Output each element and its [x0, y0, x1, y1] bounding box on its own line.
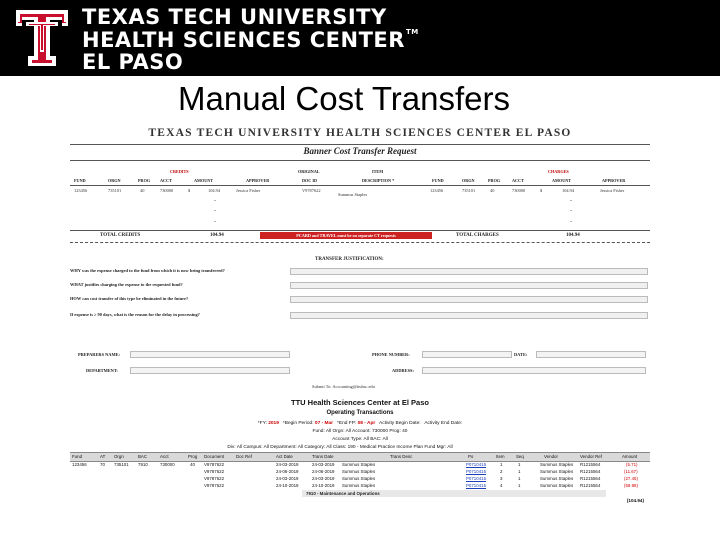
cell-seq: 1	[518, 462, 521, 467]
charge-col-prog: PROG	[488, 178, 501, 183]
credit-orgn: 735101	[108, 188, 122, 193]
col-seq: Seq	[516, 454, 524, 459]
org-subtotal-label: 7910 - Maintenance and Operations	[302, 490, 606, 497]
cell-po-link[interactable]: P0710415	[466, 462, 487, 467]
cell-trans-desc: Summus Staples	[342, 469, 376, 474]
cell-at: 70	[100, 462, 105, 467]
cell-vendor-ref: R1215564	[580, 476, 601, 481]
cell-trans-date: 24-03-2019	[312, 462, 335, 467]
charge-empty-amount: -	[570, 208, 572, 214]
credit-col-orgn: ORGN	[108, 178, 121, 183]
cell-vendor: Summus Staples	[540, 476, 574, 481]
cell-vendor: Summus Staples	[540, 462, 574, 467]
col-doc-id: DOC ID	[302, 178, 318, 183]
justification-how-field[interactable]	[290, 296, 648, 303]
credit-acct: 730000	[160, 188, 174, 193]
cell-document: V9787622	[204, 469, 225, 474]
cell-trans-date: 24-03-2019	[312, 476, 335, 481]
operating-transactions-report	[70, 394, 650, 508]
form-subtitle: Banner Cost Transfer Request	[303, 146, 417, 156]
credit-approver: Jessica Fisher	[236, 188, 261, 193]
credit-col-fund: FUND	[74, 178, 86, 183]
credit-col-amount: AMOUNT	[194, 178, 214, 183]
item-label: ITEM	[372, 169, 384, 174]
justification-question-delay: If expense is ≥ 90 days, what is the reason for the delay in processing?	[70, 312, 200, 317]
phone-number-field[interactable]	[422, 351, 512, 358]
charge-prog: 40	[490, 188, 495, 193]
table-row	[70, 461, 650, 468]
cell-amount: (5.71)	[626, 462, 638, 467]
university-name: TEXAS TECH UNIVERSITY	[82, 5, 387, 29]
cell-act-date: 24-03-2019	[276, 476, 299, 481]
begin-period-label: *Begin Period:	[282, 421, 314, 426]
address-field[interactable]	[422, 367, 646, 374]
report-title: TTU Health Sciences Center at El Paso	[291, 398, 429, 407]
end-period-label: *End FP:	[337, 421, 357, 426]
activity-begin-label: Activity Begin Date:	[379, 421, 421, 426]
divider	[70, 185, 650, 186]
col-doc-ref: Doc Ref	[236, 454, 252, 459]
cell-bac: 7910	[138, 462, 148, 467]
cell-acct: 730000	[160, 462, 175, 467]
credit-empty-amount: -	[214, 219, 216, 225]
cell-item: 1	[500, 462, 503, 467]
table-row	[70, 468, 650, 475]
report-total: (104.94)	[626, 498, 644, 503]
col-description: DESCRIPTION *	[362, 178, 395, 183]
total-credits-label: TOTAL CREDITS	[100, 233, 141, 238]
cell-trans-desc: Summus Staples	[342, 483, 376, 488]
justification-question-what: WHAT justifies charging the expense to the requested fund?	[70, 282, 183, 287]
cell-trans-date: 24-10-2019	[312, 483, 335, 488]
cell-vendor-ref: R1215564	[580, 483, 601, 488]
cell-document: V9787622	[204, 462, 225, 467]
col-item: Item	[496, 454, 505, 459]
table-row	[70, 482, 650, 489]
campus-name: EL PASO	[82, 50, 184, 74]
charge-col-fund: FUND	[432, 178, 444, 183]
submit-to-note: Submit To: Accounting@ttuhsc.edu	[312, 384, 375, 389]
divider	[70, 144, 650, 145]
charge-acct: 730000	[512, 188, 526, 193]
table-row	[70, 475, 650, 482]
report-subtitle: Operating Transactions	[326, 410, 394, 416]
cell-amount: (11.67)	[624, 469, 638, 474]
col-fund: Fund	[72, 454, 83, 459]
cell-trans-desc: Summus Staples	[342, 462, 376, 467]
col-document: Document	[204, 454, 225, 459]
justification-what-field[interactable]	[290, 282, 648, 289]
form-title: TEXAS TECH UNIVERSITY HEALTH SCIENCES CENTER EL PASO	[148, 127, 572, 139]
cell-document: V9787622	[204, 483, 225, 488]
cell-document: V9787622	[204, 476, 225, 481]
col-prog: Prog	[188, 454, 198, 459]
credits-label: CREDITS	[170, 169, 189, 174]
cell-po-link[interactable]: P0710415	[466, 469, 487, 474]
credit-dollar-sign: $	[188, 188, 191, 193]
cell-amount: (59.98)	[624, 483, 638, 488]
cell-po-link[interactable]: P0710415	[466, 476, 487, 481]
activity-end-label: Activity End Date:	[424, 421, 463, 426]
credit-col-acct: ACCT	[160, 178, 172, 183]
credit-amount: 104.94	[208, 188, 221, 193]
col-acct: Acct	[160, 454, 169, 459]
cell-vendor: Summus Staples	[540, 469, 574, 474]
cell-prog: 40	[190, 462, 195, 467]
original-label: ORIGINAL	[298, 169, 320, 174]
col-amount: Amount	[622, 454, 638, 459]
total-charges-value: 104.94	[566, 233, 580, 238]
center-name-text: HEALTH SCIENCES CENTER	[82, 28, 405, 52]
col-po: Po	[468, 454, 474, 459]
charge-empty-amount: -	[570, 198, 572, 204]
justification-question-why: WHY was the expense charged to the fund from which it is now being transferred?	[70, 268, 225, 273]
department-field[interactable]	[130, 367, 290, 374]
charge-fund: 123456	[430, 188, 444, 193]
cell-act-date: 24-06-2019	[276, 469, 299, 474]
preparers-name-field[interactable]	[130, 351, 290, 358]
address-label: ADDRESS:	[392, 368, 414, 373]
charge-col-orgn: ORGN	[462, 178, 475, 183]
slide-title: Manual Cost Transfers	[178, 80, 510, 117]
col-act-date: Act Date	[276, 454, 293, 459]
col-vendor: Vendor	[544, 454, 558, 459]
cell-seq: 1	[518, 476, 521, 481]
total-charges-label: TOTAL CHARGES	[456, 233, 499, 238]
charge-col-approver: APPROVER	[602, 178, 626, 183]
pcard-travel-note: PCARD and TRAVEL must be on separate CT requests	[260, 232, 432, 239]
end-period-value: 08 - Apr	[357, 421, 376, 426]
credit-prog: 40	[140, 188, 145, 193]
cell-po-link[interactable]: P0710415	[466, 483, 487, 488]
cell-vendor-ref: R1215564	[580, 469, 601, 474]
cell-item: 4	[500, 483, 503, 488]
col-trans-date: Trans Date	[312, 454, 334, 459]
charge-col-amount: AMOUNT	[552, 178, 572, 183]
date-label: DATE:	[514, 352, 528, 357]
charges-label: CHARGES	[548, 169, 569, 174]
credit-empty-amount: -	[214, 198, 216, 204]
cell-fund: 123456	[72, 462, 87, 467]
doc-id-value: V9787622	[302, 188, 321, 193]
department-label: DEPARTMENT:	[86, 368, 118, 373]
cell-act-date: 24-10-2019	[276, 483, 299, 488]
cell-seq: 1	[518, 483, 521, 488]
total-credits-value: 104.94	[210, 233, 224, 238]
cost-transfer-form	[70, 124, 650, 393]
cell-amount: (27.45)	[624, 476, 638, 481]
cell-vendor: Summus Staples	[540, 483, 574, 488]
col-bac: BAC	[138, 454, 148, 459]
cell-trans-date: 24-06-2019	[312, 469, 335, 474]
date-field[interactable]	[536, 351, 646, 358]
col-orgn: Orgn	[114, 454, 124, 459]
justification-question-how: HOW can cost transfer of this type be eliminated in the future?	[70, 296, 189, 301]
center-name	[82, 28, 419, 52]
divider	[70, 242, 650, 243]
report-filter-line: Account Type: All BAC: All	[332, 437, 388, 442]
charge-approver: Jessica Fisher	[600, 188, 625, 193]
charge-dollar-sign: $	[540, 188, 543, 193]
col-trans-desc: Trans Desc	[390, 454, 413, 459]
trademark-mark: TM	[405, 28, 419, 36]
credit-col-approver: APPROVER	[246, 178, 270, 183]
col-at: AT	[100, 454, 106, 459]
report-filter-line: Fund: All Orgn: All Account: 730000 Prog: 40	[312, 429, 408, 434]
charge-orgn: 735101	[462, 188, 476, 193]
divider	[70, 160, 650, 161]
texas-tech-double-t-logo	[14, 6, 70, 70]
fy-value: 2019	[268, 421, 279, 426]
begin-period-value: 07 - Mar	[314, 421, 334, 426]
cell-item: 2	[500, 469, 503, 474]
cell-seq: 1	[518, 469, 521, 474]
charge-col-acct: ACCT	[512, 178, 524, 183]
credit-empty-amount: -	[214, 208, 216, 214]
cell-orgn: 735101	[114, 462, 129, 467]
description-value: Summus Staples	[338, 192, 368, 197]
phone-number-label: PHONE NUMBER:	[372, 352, 410, 357]
cell-item: 3	[500, 476, 503, 481]
cell-act-date: 24-03-2019	[276, 462, 299, 467]
cell-vendor-ref: R1215564	[580, 462, 601, 467]
fy-label: *FY:	[257, 421, 267, 426]
justification-delay-field[interactable]	[290, 312, 648, 319]
charge-empty-amount: -	[570, 219, 572, 225]
col-vendor-ref: Vendor Ref	[580, 454, 602, 459]
report-filter-line: Div: All Campus: All Department: All Category: All Class: 190 - Medical Practice Income Plan Fund Mgr: All	[227, 445, 453, 450]
credit-fund: 123456	[74, 188, 88, 193]
preparers-name-label: PREPARERS NAME:	[78, 352, 120, 357]
justification-title: TRANSFER JUSTIFICATION:	[315, 257, 384, 262]
cell-trans-desc: Summus Staples	[342, 476, 376, 481]
report-parameters	[70, 421, 650, 426]
credit-col-prog: PROG	[138, 178, 151, 183]
justification-why-field[interactable]	[290, 268, 648, 275]
header-banner	[0, 0, 720, 76]
divider	[70, 230, 650, 231]
charge-amount: 104.94	[562, 188, 575, 193]
